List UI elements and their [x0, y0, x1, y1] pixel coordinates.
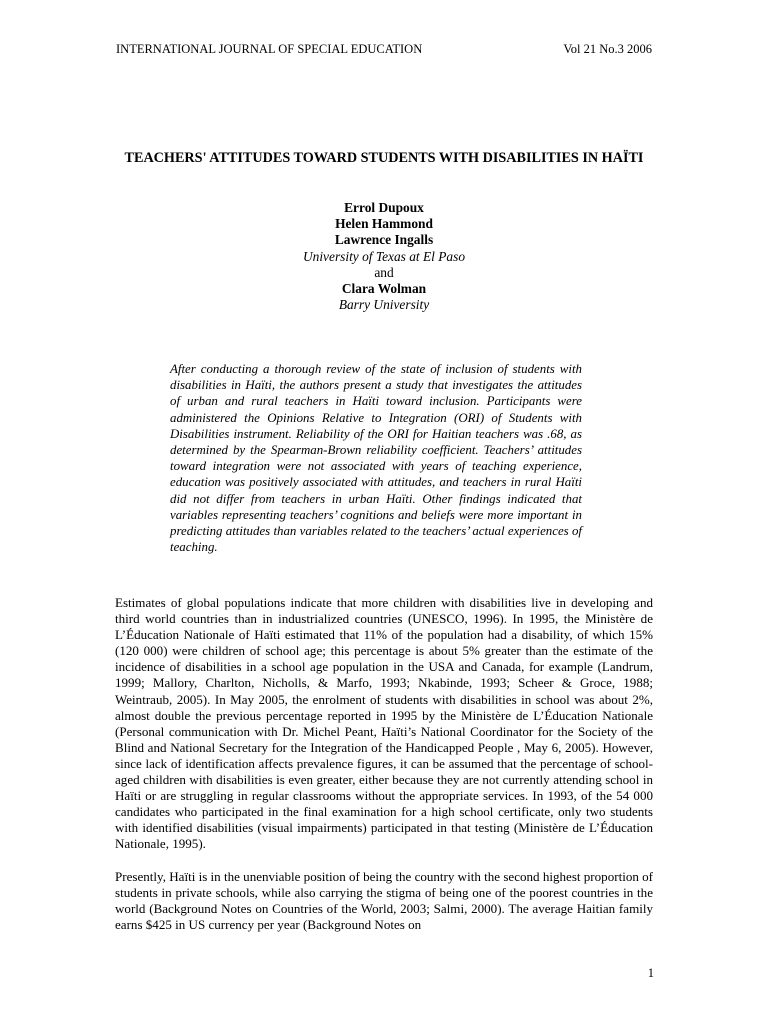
abstract: After conducting a thorough review of the state of inclusion of students with disabilities in Haïti, the authors present a study that investigates the attitudes of urban and rural teachers in Haïti toward inclusion. Participants were administered the Opinions Relative to Integration (ORI) of Students with Disabilities instrument. Reliability of the ORI for Haitian teachers was .68, as determined by the Spearman-Brown reliability coefficient. Teachers’ attitudes toward integration were not associated with years of teaching experience, education was positively associated with attitudes, and teachers in rural Haïti did not differ from teachers in urban Haïti. Other findings indicated that variables representing teachers’ cognitions and beliefs were more important in predicting attitudes than variables related to the teachers’ actual experiences of teaching.: [170, 362, 582, 555]
author-name: Helen Hammond: [335, 216, 433, 232]
journal-name: INTERNATIONAL JOURNAL OF SPECIAL EDUCATION: [116, 42, 423, 56]
body-paragraph: Presently, Haïti is in the unenviable position of being the country with the second highest proportion of students in private schools, while also carrying the stigma of being one of the poorest countries in the world (Background Notes on Countries of the World, 2003; Salmi, 2000). The average Haitian family earns $425 in US currency per year (Background Notes on: [115, 869, 653, 933]
author-affiliation: University of Texas at El Paso: [302, 248, 466, 264]
author-conjunction: and: [374, 264, 394, 280]
article-title: TEACHERS' ATTITUDES TOWARD STUDENTS WITH DISABILITIES IN HAÏTI: [124, 150, 644, 166]
running-header: [116, 42, 652, 57]
author-block: [184, 200, 584, 313]
author-name: Lawrence Ingalls: [334, 232, 434, 248]
author-name: Clara Wolman: [341, 281, 427, 297]
author-name: Errol Dupoux: [344, 200, 424, 215]
page-number: 1: [647, 966, 654, 980]
body-paragraph: Estimates of global populations indicate that more children with disabilities live in developing and third world countries than in industrialized countries (UNESCO, 1996). In 1995, the Ministère de L’Éducation Nationale of Haïti estimated that 11% of the population had a disability, of which 15% (120 000) were children of school age; this percentage is about 5% greater than the estimate of the incidence of disabilities in a school age population in the USA and Canada, for example (Landrum, 1999; Mallory, Charlton, Nicholls, & Marfo, 1993; Nkabinde, 1993; Scheer & Groce, 1988; Weintraub, 2005). In May 2005, the enrolment of students with disabilities in school was about 2%, almost double the previous percentage reported in 1995 by the Ministère de L’Éducation Nationale (Personal communication with Dr. Michel Peant, Haïti’s National Coordinator for the Society of the Blind and National Secretary for the Integration of the Handicapped People , May 6, 2005). However, since lack of identification affects prevalence figures, it can be assumed that the percentage of school-aged children with disabilities is even greater, either because they are not currently attending school in Haïti or are struggling in regular classrooms without the appropriate services. In 1993, of the 54 000 candidates who participated in the final examination for a high school certificate, only two students with identified disabilities (visual impairments) participated in that testing (Ministère de L’Éducation Nationale, 1995).: [115, 595, 653, 852]
author-affiliation: Barry University: [338, 297, 430, 313]
volume-info: Vol 21 No.3 2006: [563, 42, 652, 56]
